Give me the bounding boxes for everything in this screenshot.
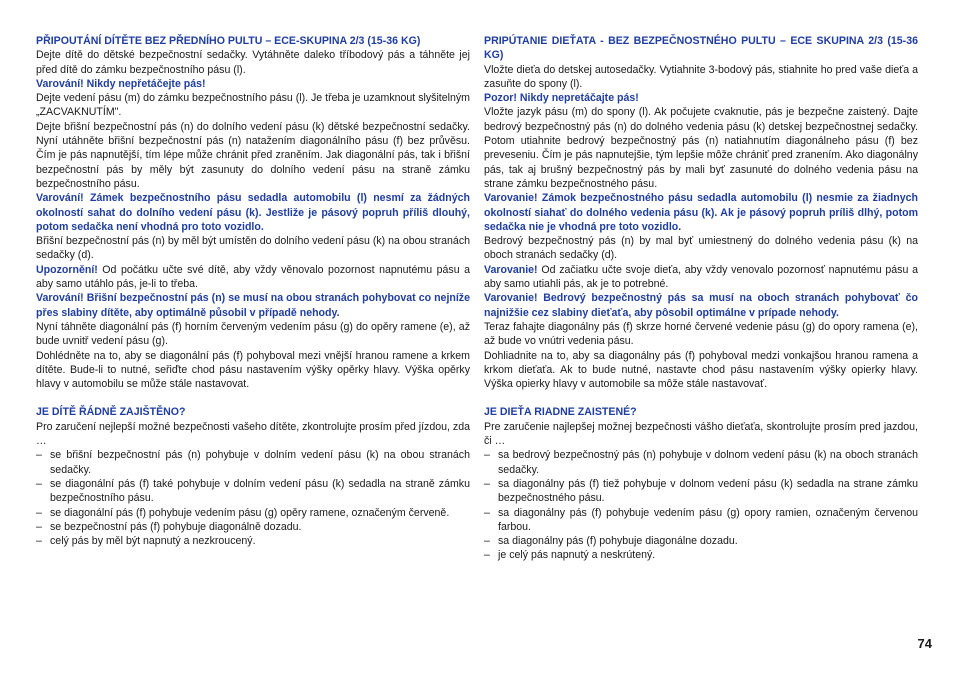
warning: Varování! Nikdy nepřetáčejte pás!	[36, 77, 206, 90]
check-list	[36, 448, 470, 548]
notice	[484, 263, 918, 292]
list-item: – se diagonální pás (f) pohybuje vedením pásu (g) opěry ramene, označeným červeně.	[36, 506, 470, 520]
paragraph: Vložte jazyk pásu (m) do spony (l). Ak počujete cvaknutie, pás je bezpečne zaistený. Dajte bedrový bezpečnostný pás (n) do dolného vedenia pásu (k) detskej bezpečnostnej sedačky. Potom utiahnite bedrový bezpečnostný pás (n) natiahnutím diagonálneho pásu (f) bez preveseniu. Čím je pás napnutejšie, tým lepšie môže chrániť pred zranením. Ako diagonálny pás, tak aj brušný bezpečnostný pás by mali byť zasunuté do dolného vedenia pásu na strane zámku bezpečnostného pásu.	[484, 106, 918, 190]
paragraph: Dejte vedení pásu (m) do zámku bezpečnostního pásu (l). Je třeba je uzamknout slyšitelným „ZACVAKNUTÍM".	[36, 92, 470, 119]
notice-label: Varovanie!	[484, 263, 538, 276]
notice	[36, 263, 470, 292]
notice-label: Upozornění!	[36, 263, 98, 276]
warning: Varovanie! Bedrový bezpečnostný pás sa musí na oboch stranách pohybovať čo najnižšie cez slabiny dieťaťa, aby pôsobil optimálne v prípade nehody.	[484, 292, 918, 319]
czech-column	[36, 34, 470, 548]
paragraph: Bedrový bezpečnostný pás (n) by mal byť umiestnený do dolného vedenia pásu (k) na oboch stranách sedačky (d).	[484, 235, 918, 262]
page-number: 74	[917, 636, 932, 651]
list-item: – je celý pás napnutý a neskrútený.	[484, 548, 918, 562]
warning: Pozor! Nikdy nepretáčajte pás!	[484, 92, 639, 105]
paragraph: Teraz fahajte diagonálny pás (f) skrze horné červené vedenie pásu (g) do opory ramena (e), až bude vo vnútri vedenia pásu.	[484, 320, 918, 348]
paragraph: Břišní bezpečnostní pás (n) by měl být umístěn do dolního vedení pásu (k) na obou stranách sedačky (d).	[36, 235, 471, 262]
check-list	[484, 448, 918, 562]
section-heading: PŘIPOUTÁNÍ DÍTĚTE BEZ PŘEDNÍHO PULTU – ECE-SKUPINA 2/3 (15-36 KG)	[36, 35, 421, 47]
paragraph: Nyní táhněte diagonální pás (f) horním červeným vedením pásu (g) do opěry ramene (e), až bude uvnitř vedení pásu (g).	[36, 320, 470, 348]
section-heading: JE DÍTĚ ŘÁDNĚ ZAJIŠTĚNO?	[36, 406, 186, 419]
list-item: – sa diagonálny pás (f) pohybuje vedením pásu (g) opory ramien, označeným červenou farbou.	[484, 506, 918, 535]
paragraph: Pre zaručenie najlepšej možnej bezpečnosti vášho dieťaťa, skontrolujte prosím pred jazdou, či …	[484, 420, 918, 448]
warning: Varování! Břišní bezpečnostní pás (n) se musí na obou stranách pohybovat co nejníže přes slabiny dítěte, aby optimálně působil v případě nehody.	[36, 292, 470, 319]
section-heading: JE DIEŤA RIADNE ZAISTENÉ?	[484, 406, 637, 419]
notice-text: Od počátku učte své dítě, aby vždy věnovalo pozornost napnutému pásu a aby samo utáhlo pás, je-li to třeba.	[36, 263, 470, 291]
slovak-column	[484, 34, 918, 563]
paragraph: Dohlédněte na to, aby se diagonální pás (f) pohyboval mezi vnější hranou ramene a krkem dítěte. Bude-li to nutné, seřiďte chod pásu nastavením výšky opěrky hlavy. Výška opěrky hlavy v automobilu se může stále nastavovat.	[36, 349, 470, 391]
warning: Varovanie! Zámok bezpečnostného pásu sedadla automobilu (l) nesmie za žiadnych okolností siahať do dolného vedenia pásu (k). Ak je pásový popruh príliš dlhý, potom sedačka nie je vhodná pre toto vozidlo.	[484, 192, 918, 233]
list-item: – se břišní bezpečnostní pás (n) pohybuje v dolním vedení pásu (k) na obou stranách sedačky.	[36, 448, 470, 477]
list-item: – sa diagonálny pás (f) tiež pohybuje v dolnom vedení pásu (k) sedadla na strane zámku bezpečnostného pásu.	[484, 477, 918, 506]
section-heading: PRIPÚTANIE DIEŤATA - BEZ BEZPEČNOSTNÉHO PULTU – ECE SKUPINA 2/3 (15-36 KG)	[484, 35, 918, 62]
list-item: – sa bedrový bezpečnostný pás (n) pohybuje v dolnom vedení pásu (k) na oboch stranách sedačky.	[484, 448, 918, 477]
paragraph: Dohliadnite na to, aby sa diagonálny pás (f) pohyboval medzi vonkajšou hranou ramena a krkom dieťaťa. Ak to bude nutné, nastavte chod pásu nastavením výšky opierky hlavy. Výška opierky hlavy v automobile sa môže stále nastavovať.	[484, 349, 918, 391]
paragraph: Dejte břišní bezpečnostní pás (n) do dolního vedení pásu (k) dětské bezpečnostní sedačky. Nyní utáhněte břišní bezpečnostní pás (n) natažením diagonálního pásu (f) bez průvěsu. Čím je pás napnutější, tím lépe může chránit před zraněním. Jak diagonální pás, tak i břišní bezpečnostní pás by měly být zasunuty do dolního vedení pásu na straně zámku bezpečnostního pásu.	[36, 120, 470, 190]
paragraph: Vložte dieťa do detskej autosedačky. Vytiahnite 3-bodový pás, stiahnite ho pred vaše dieťa a zasuňte do spony (l).	[484, 63, 918, 90]
list-item: – se bezpečnostní pás (f) pohybuje diagonálně dozadu.	[36, 520, 470, 534]
notice-text: Od začiatku učte svoje dieťa, aby vždy venovalo pozornosť napnutému pásu a aby samo utiahli pás, ak je to potrebné.	[484, 263, 918, 291]
list-item: – se diagonální pás (f) také pohybuje v dolním vedení pásu (k) sedadla na straně zámku bezpečnostního pásu.	[36, 477, 470, 506]
list-item: – sa diagonálny pás (f) pohybuje diagonálne dozadu.	[484, 534, 918, 548]
list-item: – celý pás by měl být napnutý a nezkroucený.	[36, 534, 470, 548]
warning: Varování! Zámek bezpečnostního pásu sedadla automobilu (l) nesmí za žádných okolností sahat do dolního vedení pásu (k). Jestliže je pásový popruh příliš dlouhý, potom sedačka není vhodná pro toto vozidlo.	[36, 192, 470, 233]
paragraph: Dejte dítě do dětské bezpečnostní sedačky. Vytáhněte daleko tříbodový pás a táhněte jej před dítě do zámku bezpečnostního pásu (l).	[36, 49, 470, 76]
paragraph: Pro zaručení nejlepší možné bezpečnosti vašeho dítěte, zkontrolujte prosím před jízdou, zda …	[36, 420, 470, 448]
